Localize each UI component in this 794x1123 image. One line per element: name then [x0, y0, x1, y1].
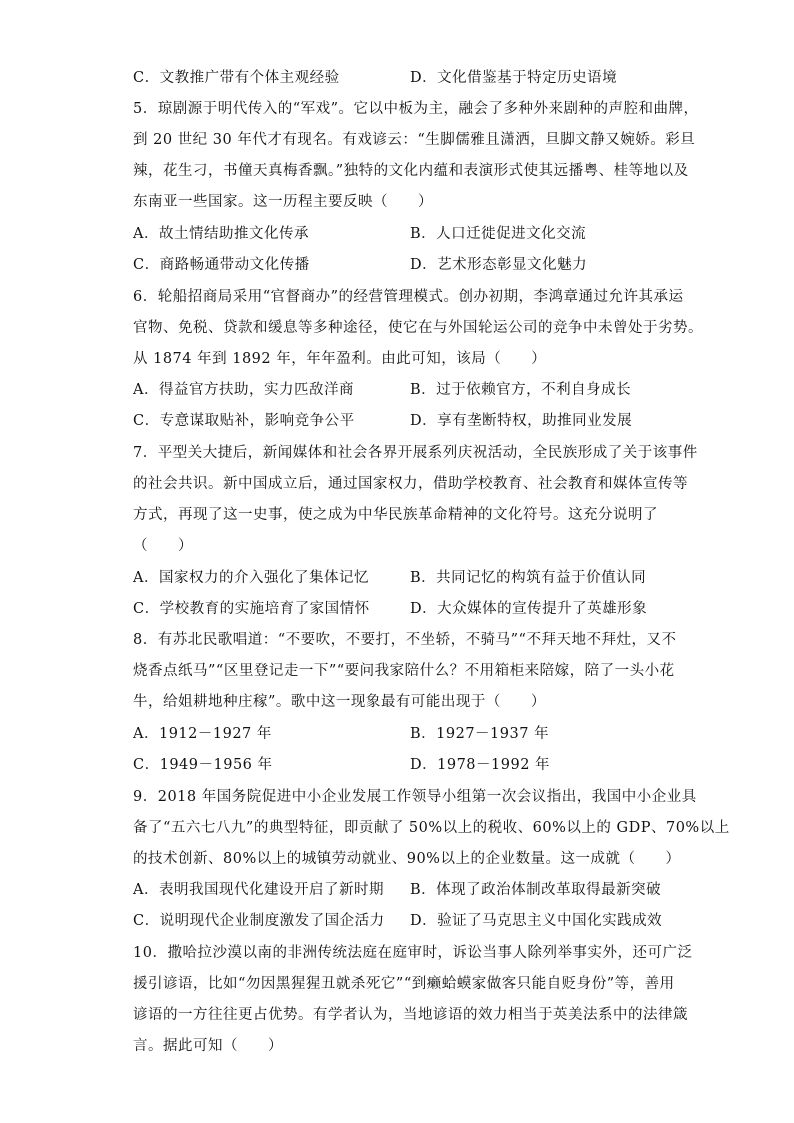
question-5-line: 到 20 世纪 30 年代才有现名。有戏谚云：“生脚儒雅且潇洒，旦脚文静又婉娇。彩旦 — [133, 132, 696, 148]
question-5-option-c: C．商路畅通带动文化传播 — [133, 257, 310, 273]
question-10-line: 援引谚语，比如“勿因黑猩猩丑就杀死它”“到癞蛤蟆家做客只能自贬身份”等，善用 — [133, 976, 675, 992]
question-6-line: 从 1874 年到 1892 年，年年盈利。由此可知，该局（ ） — [133, 351, 547, 367]
question-8-option-a: A．1912－1927 年 — [133, 726, 272, 742]
question-8-line: 8．有苏北民歌唱道：“不要吹，不要打，不坐轿，不骑马”“不拜天地不拜灶，又不 — [133, 632, 677, 648]
question-10-line: 言。据此可知（ ） — [133, 1038, 283, 1054]
question-7-line: （ ） — [133, 538, 193, 554]
question-5-line: 5．琼剧源于明代传入的“军戏”。它以中板为主，融会了多种外来剧种的声腔和曲牌， — [133, 101, 699, 117]
question-8-option-d: D．1978－1992 年 — [410, 757, 551, 773]
question-9-line: 9．2018 年国务院促进中小企业发展工作领导小组第一次会议指出，我国中小企业具 — [133, 789, 697, 805]
question-7-line: 7．平型关大捷后，新闻媒体和社会各界开展系列庆祝活动，全民族形成了关于该事件 — [133, 445, 698, 461]
question-10-line: 谚语的一方往往更占优势。有学者认为，当地谚语的效力相当于英美法系中的法律箴 — [133, 1007, 688, 1023]
question-9-line: 备了“五六七八九”的典型特征，即贡献了 50%以上的税收、60%以上的 GDP、70%以上 — [133, 820, 730, 836]
question-7-option-d: D．大众媒体的宣传提升了英雄形象 — [410, 601, 648, 617]
question-5-option-b: B．人口迁徙促进文化交流 — [410, 226, 587, 242]
question-6-option-d: D．享有垄断特权，助推同业发展 — [410, 413, 633, 429]
question-7-option-a: A．国家权力的介入强化了集体记忆 — [133, 570, 369, 586]
question-9-option-b: B．体现了政治体制改革取得最新突破 — [410, 882, 662, 898]
question-9-option-d: D．验证了马克思主义中国化实践成效 — [410, 913, 663, 929]
question-8-line: 烧香点纸马”“区里登记走一下”“要问我家陪什么？不用箱柜来陪嫁，陪了一头小花 — [133, 663, 675, 679]
option-c: C．文教推广带有个体主观经验 — [133, 70, 340, 86]
question-6-line: 6．轮船招商局采用“官督商办”的经营管理模式。创办初期，李鸿章通过允许其承运 — [133, 289, 684, 305]
question-8-option-b: B．1927－1937 年 — [410, 726, 550, 742]
question-9-line: 的技术创新、80%以上的城镇劳动就业、90%以上的企业数量。这一成就（ ） — [133, 851, 681, 867]
question-5-option-d: D．艺术形态彰显文化魅力 — [410, 257, 588, 273]
question-6-option-b: B．过于依赖官方，不利自身成长 — [410, 382, 632, 398]
question-8-line: 牛，给姐耕地种庄稼”。歌中这一现象最有可能出现于（ ） — [133, 694, 546, 710]
question-5-line: 辣，花生刁，书僮天真梅香飘。”独特的文化内蕴和表演形式使其远播粤、桂等地以及 — [133, 163, 689, 179]
question-7-option-b: B．共同记忆的构筑有益于价值认同 — [410, 570, 647, 586]
option-d: D．文化借鉴基于特定历史语境 — [410, 70, 618, 86]
question-7-option-c: C．学校教育的实施培育了家国情怀 — [133, 601, 370, 617]
question-9-option-a: A．表明我国现代化建设开启了新时期 — [133, 882, 384, 898]
question-9-option-c: C．说明现代企业制度激发了国企活力 — [133, 913, 385, 929]
question-10-line: 10．撒哈拉沙漠以南的非洲传统法庭在庭审时，诉讼当事人除列举事实外，还可广泛 — [133, 945, 693, 961]
question-7-line: 方式，再现了这一史事，使之成为中华民族革命精神的文化符号。这充分说明了 — [133, 507, 658, 523]
question-6-option-c: C．专意谋取贴补，影响竞争公平 — [133, 413, 355, 429]
question-7-line: 的社会共识。新中国成立后，通过国家权力，借助学校教育、社会教育和媒体宣传等 — [133, 476, 688, 492]
question-8-option-c: C．1949－1956 年 — [133, 757, 273, 773]
question-5-line: 东南亚一些国家。这一历程主要反映（ ） — [133, 194, 433, 210]
question-6-line: 官物、免税、贷款和缓息等多种途径，使它在与外国轮运公司的竞争中未曾处于劣势。 — [133, 320, 703, 336]
question-5-option-a: A．故土情结助推文化传承 — [133, 226, 309, 242]
question-6-option-a: A．得益官方扶助，实力匹敌洋商 — [133, 382, 354, 398]
